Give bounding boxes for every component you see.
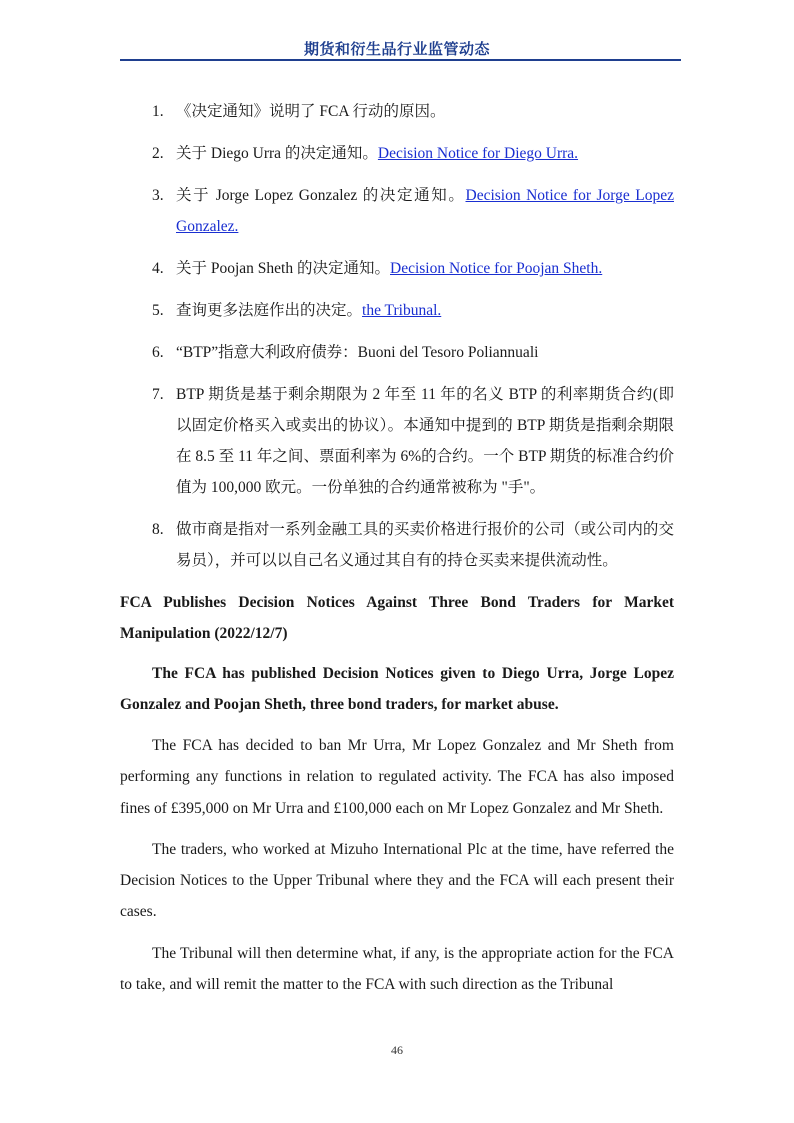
note-number: 1. [152,103,164,120]
note-item [120,337,674,368]
note-text: 查询更多法庭作出的决定。 [176,302,363,319]
note-text: 做市商是指对一系列金融工具的买卖价格进行报价的公司（或公司内的交易员），并可以以自己名义通过其自有的持仓买卖来提供流动性。 [176,521,674,569]
article-paragraph: The Tribunal will then determine what, if any, is the appropriate action for the FCA to take, and will remit the matter to the FCA with such direction as the Tribunal [120,944,674,994]
article-paragraph: The traders, who worked at Mizuho International Plc at the time, have referred the Decision Notices to the Upper Tribunal where they and the FCA will each present their cases. [120,840,674,921]
note-number: 8. [152,521,164,538]
note-number: 7. [152,386,164,403]
decision-notice-gonzalez-link[interactable]: Decision Notice for Jorge Lopez Gonzalez. [176,187,674,235]
note-number: 3. [152,187,164,204]
note-text: 关于 Diego Urra 的决定通知。 [176,145,378,162]
decision-notice-sheth-link[interactable]: Decision Notice for Poojan Sheth. [390,260,603,277]
note-text: “BTP”指意大利政府债券：Buoni del Tesoro Poliannuali [176,344,539,361]
note-text: BTP 期货是基于剩余期限为 2 年至 11 年的名义 BTP 的利率期货合约(即以固定价格买入或卖出的协议）。本通知中提到的 BTP 期货是指剩余期限在 8.5 至 11 年之间、票面利率为 6%的合约。一个 BTP 期货的标准合约价值为 100,000 欧元。一份单独的合约通常被称为 "手"。 [176,386,674,496]
note-item [120,379,674,503]
note-item [120,253,674,284]
note-item [120,514,674,576]
article-lead: The FCA has published Decision Notices given to Diego Urra, Jorge Lopez Gonzalez and Poojan Sheth, three bond traders, for market abuse. [120,665,674,713]
note-item [120,138,674,169]
page-number: 46 [391,1043,403,1057]
note-number: 4. [152,260,164,277]
note-item [120,96,674,127]
note-text: 《决定通知》说明了 FCA 行动的原因。 [176,103,446,120]
notes-list [120,96,674,576]
article-heading: FCA Publishes Decision Notices Against Three Bond Traders for Market Manipulation (2022/12/7) [120,594,674,642]
note-number: 5. [152,302,164,319]
page-content [120,96,674,1010]
header-title: 期货和衍生品行业监管动态 [303,40,490,58]
note-item [120,180,674,242]
decision-notice-urra-link[interactable]: Decision Notice for Diego Urra. [377,145,579,162]
note-number: 6. [152,344,164,361]
tribunal-link[interactable]: the Tribunal. [362,302,442,319]
note-item [120,295,674,326]
note-number: 2. [152,145,164,162]
article-paragraph: The FCA has decided to ban Mr Urra, Mr Lopez Gonzalez and Mr Sheth from performing any functions in relation to regulated activity. The FCA has also imposed fines of £395,000 on Mr Urra and £100,000 each on Mr Lopez Gonzalez and Mr Sheth. [120,737,674,817]
note-text: 关于 Jorge Lopez Gonzalez 的决定通知。 [176,187,466,204]
header-divider [120,59,681,61]
note-text: 关于 Poojan Sheth 的决定通知。 [176,260,390,277]
